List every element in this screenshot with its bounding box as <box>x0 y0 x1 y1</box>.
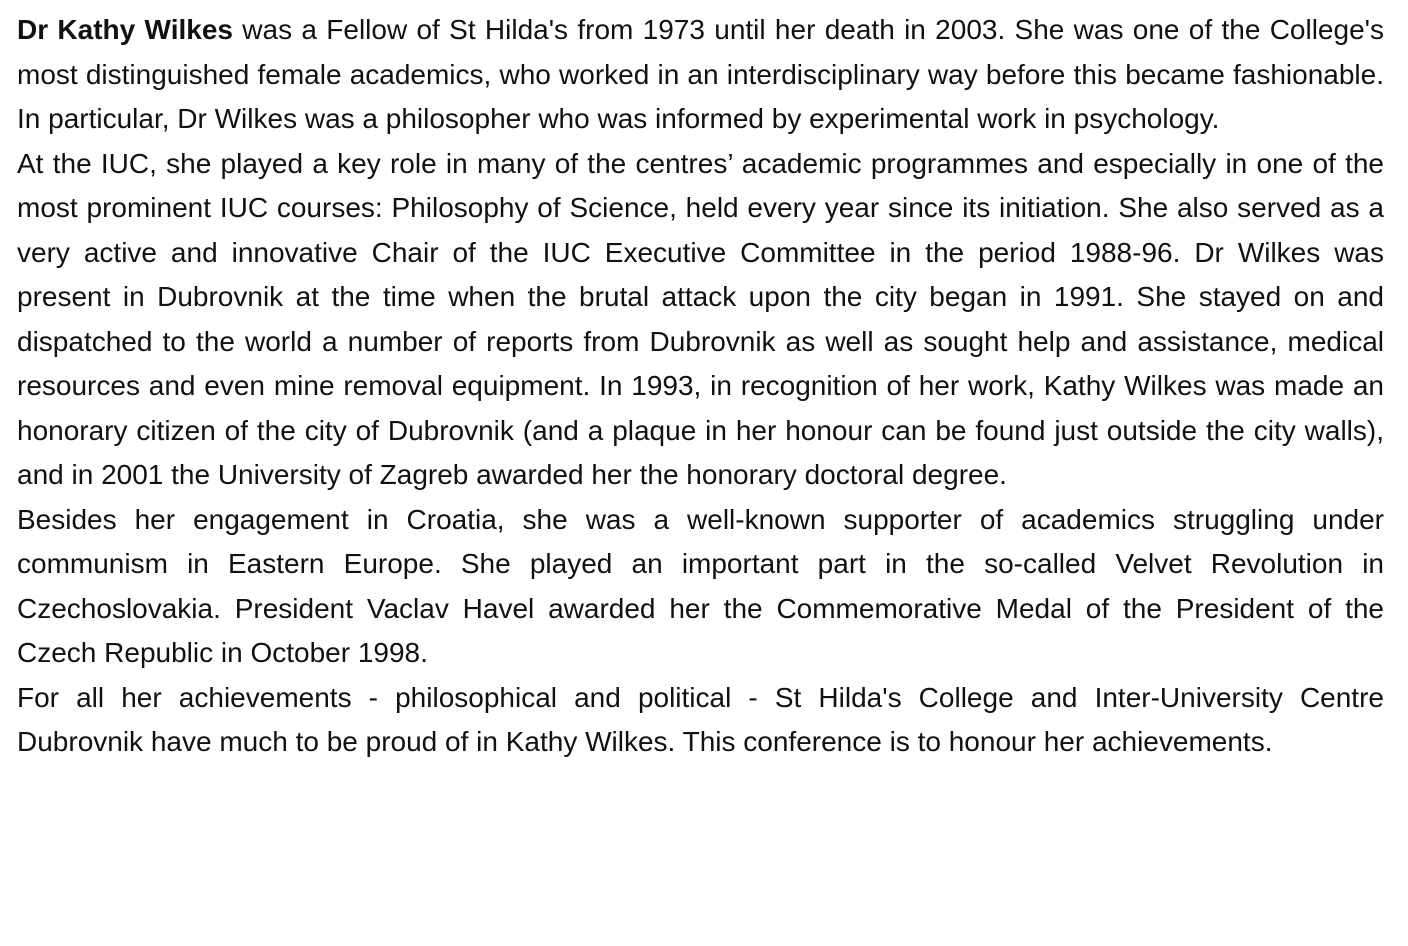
subject-name: Dr Kathy Wilkes <box>17 14 233 45</box>
paragraph-iuc-role-text: At the IUC, she played a key role in many of the centres’ academic programmes and especially in one of the most prominent IUC courses: Philosophy of Science, held every year since its initiation. She also served as a very active and innovative Chair of the IUC Executive Committee in the period 1988-96. Dr Wilkes was present in Dubrovnik at the time when the brutal attack upon the city began in 1991. She stayed on and dispatched to the world a number of reports from Dubrovnik as well as sought help and assistance, medical resources and even mine removal equipment. In 1993, in recognition of her work, Kathy Wilkes was made an honorary citizen of the city of Dubrovnik (and a plaque in her honour can be found just outside the city walls), and in 2001 the University of Zagreb awarded her the honorary doctoral degree. <box>17 147 1384 490</box>
paragraph-conclusion <box>17 676 1384 765</box>
paragraph-eastern-europe <box>17 498 1384 676</box>
paragraph-fellowship <box>17 8 1384 142</box>
paragraph-fellowship-text: was a Fellow of St Hilda's from 1973 until her death in 2003. She was one of the College's most distinguished female academics, who worked in an interdisciplinary way before this became fashionable. In particular, Dr Wilkes was a philosopher who was informed by experimental work in psychology. <box>17 14 1384 134</box>
paragraph-conclusion-text: For all her achievements - philosophical and political - St Hilda's College and Inter-University Centre Dubrovnik have much to be proud of in Kathy Wilkes. This conference is to honour her achievements. <box>17 681 1384 757</box>
paragraph-eastern-europe-text: Besides her engagement in Croatia, she was a well-known supporter of academics struggling under communism in Eastern Europe. She played an important part in the so-called Velvet Revolution in Czechoslovakia. President Vaclav Havel awarded her the Commemorative Medal of the President of the Czech Republic in October 1998. <box>17 503 1384 668</box>
paragraph-iuc-role <box>17 142 1384 498</box>
